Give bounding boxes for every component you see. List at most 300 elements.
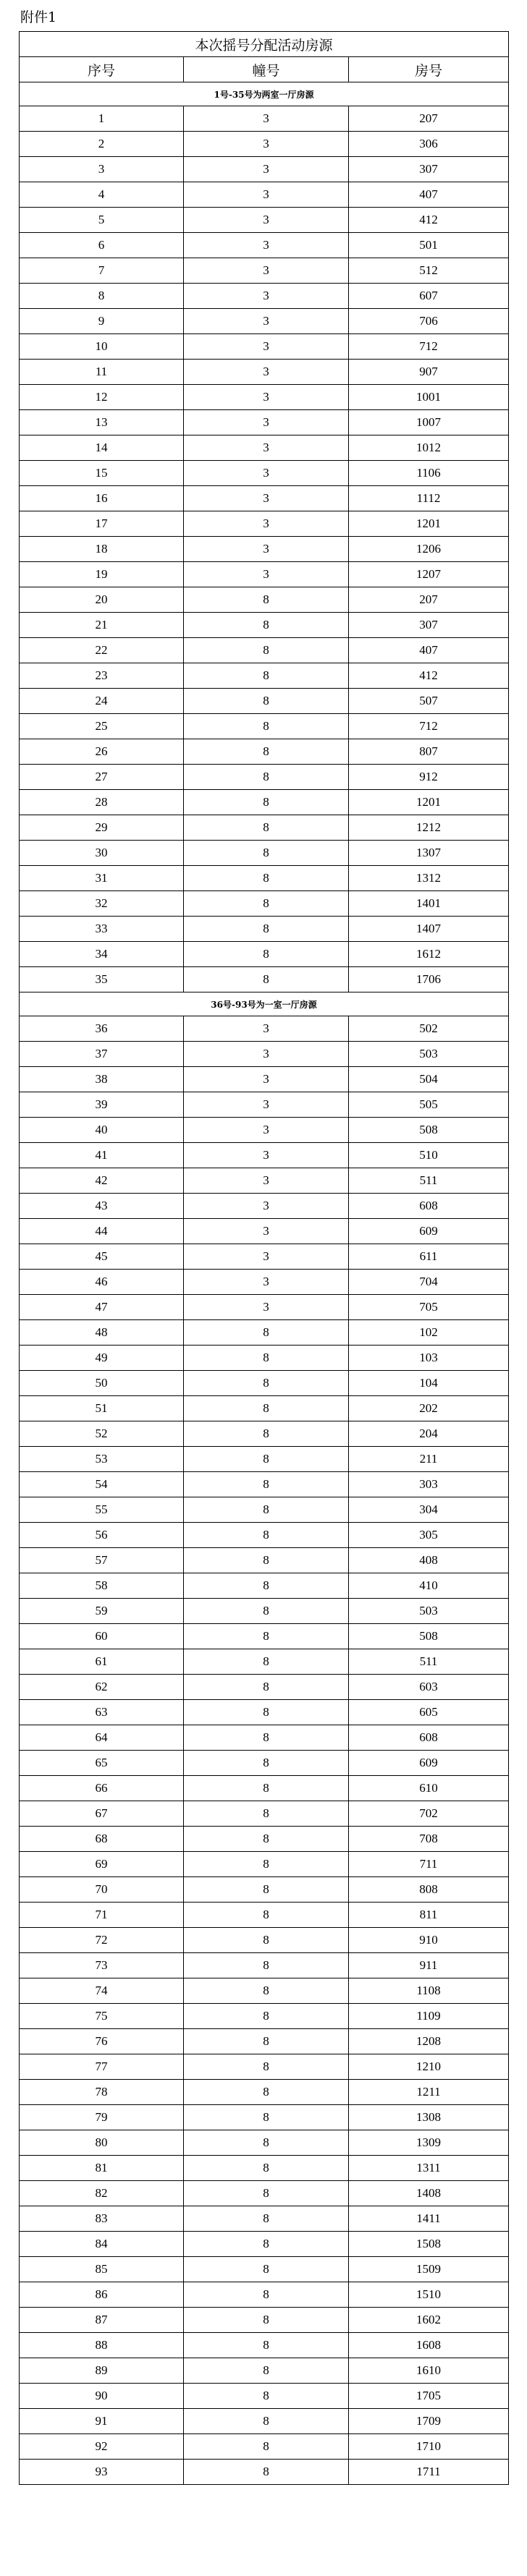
table-row — [20, 739, 509, 765]
serial-cell: 48 — [20, 1320, 184, 1346]
table-row — [20, 1928, 509, 1953]
building-cell: 8 — [184, 866, 349, 891]
serial-cell: 19 — [20, 562, 184, 587]
serial-cell: 59 — [20, 1599, 184, 1624]
serial-cell: 83 — [20, 2206, 184, 2232]
table-row — [20, 486, 509, 511]
serial-cell: 77 — [20, 2054, 184, 2080]
table-row — [20, 663, 509, 689]
room-cell: 1608 — [349, 2333, 509, 2358]
room-cell: 608 — [349, 1725, 509, 1751]
building-cell: 8 — [184, 765, 349, 790]
table-row — [20, 1751, 509, 1776]
table-header-row — [20, 57, 509, 82]
building-cell: 8 — [184, 2460, 349, 2485]
table-row — [20, 385, 509, 410]
building-cell: 8 — [184, 2156, 349, 2181]
serial-cell: 85 — [20, 2257, 184, 2282]
serial-cell: 30 — [20, 841, 184, 866]
room-cell: 410 — [349, 1573, 509, 1599]
building-cell: 3 — [184, 1295, 349, 1320]
serial-cell: 2 — [20, 132, 184, 157]
table-row — [20, 790, 509, 815]
serial-cell: 68 — [20, 1827, 184, 1852]
room-cell: 1201 — [349, 790, 509, 815]
serial-cell: 92 — [20, 2434, 184, 2460]
room-cell: 1612 — [349, 942, 509, 967]
building-cell: 3 — [184, 1219, 349, 1244]
table-row — [20, 1978, 509, 2004]
building-cell: 3 — [184, 360, 349, 385]
table-row — [20, 1523, 509, 1548]
table-row — [20, 1371, 509, 1396]
table-row — [20, 511, 509, 537]
building-cell: 8 — [184, 1497, 349, 1523]
table-row — [20, 1042, 509, 1067]
table-row — [20, 360, 509, 385]
table-row — [20, 2232, 509, 2257]
serial-cell: 84 — [20, 2232, 184, 2257]
table-row — [20, 1244, 509, 1270]
serial-cell: 79 — [20, 2105, 184, 2130]
room-cell: 503 — [349, 1042, 509, 1067]
serial-cell: 69 — [20, 1852, 184, 1877]
room-cell: 511 — [349, 1168, 509, 1194]
serial-cell: 44 — [20, 1219, 184, 1244]
building-cell: 3 — [184, 537, 349, 562]
room-cell: 708 — [349, 1827, 509, 1852]
building-cell: 8 — [184, 663, 349, 689]
room-cell: 712 — [349, 714, 509, 739]
serial-cell: 80 — [20, 2130, 184, 2156]
table-title-row — [20, 32, 509, 57]
room-cell: 407 — [349, 638, 509, 663]
serial-cell: 65 — [20, 1751, 184, 1776]
building-cell: 3 — [184, 309, 349, 334]
serial-cell: 33 — [20, 917, 184, 942]
table-row — [20, 689, 509, 714]
room-cell: 204 — [349, 1421, 509, 1447]
room-cell: 609 — [349, 1751, 509, 1776]
serial-cell: 35 — [20, 967, 184, 992]
serial-cell: 63 — [20, 1700, 184, 1725]
building-cell: 8 — [184, 2384, 349, 2409]
room-cell: 1610 — [349, 2358, 509, 2384]
table-row — [20, 2460, 509, 2485]
room-cell: 607 — [349, 284, 509, 309]
serial-cell: 25 — [20, 714, 184, 739]
table-row — [20, 1168, 509, 1194]
room-cell: 306 — [349, 132, 509, 157]
room-cell: 408 — [349, 1548, 509, 1573]
table-title: 本次摇号分配活动房源 — [20, 32, 509, 57]
building-cell: 8 — [184, 891, 349, 917]
table-row — [20, 410, 509, 435]
table-row — [20, 2384, 509, 2409]
room-cell: 1212 — [349, 815, 509, 841]
room-cell: 811 — [349, 1903, 509, 1928]
table-row — [20, 967, 509, 992]
room-cell: 508 — [349, 1624, 509, 1649]
room-cell: 1108 — [349, 1978, 509, 2004]
building-cell: 8 — [184, 2434, 349, 2460]
section-header-row — [20, 82, 509, 106]
building-cell: 8 — [184, 790, 349, 815]
room-cell: 202 — [349, 1396, 509, 1421]
serial-cell: 24 — [20, 689, 184, 714]
serial-cell: 53 — [20, 1447, 184, 1472]
room-cell: 907 — [349, 360, 509, 385]
table-body — [20, 32, 509, 2485]
serial-cell: 20 — [20, 587, 184, 613]
serial-cell: 54 — [20, 1472, 184, 1497]
building-cell: 8 — [184, 2004, 349, 2029]
building-cell: 3 — [184, 1168, 349, 1194]
building-cell: 8 — [184, 1978, 349, 2004]
table-row — [20, 132, 509, 157]
building-cell: 8 — [184, 739, 349, 765]
table-row — [20, 258, 509, 284]
building-cell: 3 — [184, 182, 349, 208]
building-cell: 8 — [184, 2257, 349, 2282]
room-cell: 502 — [349, 1016, 509, 1042]
building-cell: 8 — [184, 2333, 349, 2358]
table-row — [20, 1953, 509, 1978]
serial-cell: 46 — [20, 1270, 184, 1295]
table-row — [20, 1573, 509, 1599]
table-row — [20, 613, 509, 638]
serial-cell: 61 — [20, 1649, 184, 1675]
serial-cell: 66 — [20, 1776, 184, 1801]
attachment-label: 附件1 — [20, 9, 57, 25]
table-row — [20, 1649, 509, 1675]
table-row — [20, 638, 509, 663]
building-cell: 3 — [184, 1143, 349, 1168]
building-cell: 8 — [184, 1801, 349, 1827]
room-cell: 911 — [349, 1953, 509, 1978]
serial-cell: 52 — [20, 1421, 184, 1447]
building-cell: 8 — [184, 2206, 349, 2232]
serial-cell: 40 — [20, 1118, 184, 1143]
table-row — [20, 1421, 509, 1447]
building-cell: 3 — [184, 1016, 349, 1042]
serial-cell: 42 — [20, 1168, 184, 1194]
serial-cell: 38 — [20, 1067, 184, 1092]
table-row — [20, 917, 509, 942]
serial-cell: 1 — [20, 106, 184, 132]
building-cell: 8 — [184, 2105, 349, 2130]
room-cell: 702 — [349, 1801, 509, 1827]
building-cell: 8 — [184, 2409, 349, 2434]
table-row — [20, 2308, 509, 2333]
room-cell: 1508 — [349, 2232, 509, 2257]
building-cell: 3 — [184, 562, 349, 587]
serial-cell: 62 — [20, 1675, 184, 1700]
serial-cell: 21 — [20, 613, 184, 638]
building-cell: 8 — [184, 2308, 349, 2333]
table-row — [20, 714, 509, 739]
room-cell: 505 — [349, 1092, 509, 1118]
room-cell: 1012 — [349, 435, 509, 461]
building-cell: 8 — [184, 1599, 349, 1624]
table-row — [20, 1801, 509, 1827]
serial-cell: 60 — [20, 1624, 184, 1649]
serial-cell: 6 — [20, 233, 184, 258]
room-cell: 610 — [349, 1776, 509, 1801]
room-cell: 303 — [349, 1472, 509, 1497]
serial-cell: 58 — [20, 1573, 184, 1599]
table-row — [20, 1346, 509, 1371]
section-header-row — [20, 992, 509, 1016]
table-row — [20, 1624, 509, 1649]
serial-cell: 5 — [20, 208, 184, 233]
serial-cell: 8 — [20, 284, 184, 309]
table-row — [20, 334, 509, 360]
table-row — [20, 2105, 509, 2130]
serial-cell: 72 — [20, 1928, 184, 1953]
room-cell: 501 — [349, 233, 509, 258]
building-cell: 8 — [184, 1624, 349, 1649]
serial-cell: 89 — [20, 2358, 184, 2384]
table-row — [20, 1194, 509, 1219]
serial-cell: 3 — [20, 157, 184, 182]
table-row — [20, 942, 509, 967]
room-cell: 307 — [349, 157, 509, 182]
serial-cell: 78 — [20, 2080, 184, 2105]
serial-cell: 90 — [20, 2384, 184, 2409]
room-cell: 1711 — [349, 2460, 509, 2485]
table-row — [20, 1219, 509, 1244]
room-cell: 1709 — [349, 2409, 509, 2434]
serial-cell: 74 — [20, 1978, 184, 2004]
table-row — [20, 815, 509, 841]
building-cell: 8 — [184, 2358, 349, 2384]
building-cell: 3 — [184, 233, 349, 258]
serial-cell: 4 — [20, 182, 184, 208]
serial-cell: 81 — [20, 2156, 184, 2181]
building-cell: 8 — [184, 714, 349, 739]
serial-cell: 32 — [20, 891, 184, 917]
serial-cell: 88 — [20, 2333, 184, 2358]
room-cell: 407 — [349, 182, 509, 208]
table-row — [20, 1725, 509, 1751]
serial-cell: 51 — [20, 1396, 184, 1421]
room-cell: 608 — [349, 1194, 509, 1219]
serial-cell: 14 — [20, 435, 184, 461]
room-cell: 1211 — [349, 2080, 509, 2105]
building-cell: 8 — [184, 1447, 349, 1472]
room-cell: 808 — [349, 1877, 509, 1903]
room-cell: 1408 — [349, 2181, 509, 2206]
room-cell: 711 — [349, 1852, 509, 1877]
table-row — [20, 1877, 509, 1903]
serial-cell: 9 — [20, 309, 184, 334]
serial-cell: 10 — [20, 334, 184, 360]
building-cell: 8 — [184, 1396, 349, 1421]
table-row — [20, 1143, 509, 1168]
room-cell: 305 — [349, 1523, 509, 1548]
building-cell: 3 — [184, 1042, 349, 1067]
room-cell: 807 — [349, 739, 509, 765]
building-cell: 8 — [184, 1548, 349, 1573]
building-cell: 8 — [184, 2029, 349, 2054]
table-row — [20, 1320, 509, 1346]
building-cell: 8 — [184, 2054, 349, 2080]
serial-cell: 82 — [20, 2181, 184, 2206]
room-cell: 712 — [349, 334, 509, 360]
room-cell: 207 — [349, 106, 509, 132]
table-row — [20, 2206, 509, 2232]
section-label: 1号-35号为两室一厅房源 — [20, 82, 509, 106]
serial-cell: 70 — [20, 1877, 184, 1903]
room-cell: 508 — [349, 1118, 509, 1143]
building-cell: 8 — [184, 1903, 349, 1928]
room-cell: 1001 — [349, 385, 509, 410]
table-row — [20, 2282, 509, 2308]
room-cell: 511 — [349, 1649, 509, 1675]
table-row — [20, 1903, 509, 1928]
room-cell: 1401 — [349, 891, 509, 917]
building-cell: 3 — [184, 1244, 349, 1270]
building-cell: 8 — [184, 1472, 349, 1497]
room-cell: 1510 — [349, 2282, 509, 2308]
building-cell: 8 — [184, 1649, 349, 1675]
serial-cell: 71 — [20, 1903, 184, 1928]
building-cell: 8 — [184, 1928, 349, 1953]
room-cell: 912 — [349, 765, 509, 790]
building-cell: 3 — [184, 1194, 349, 1219]
room-cell: 704 — [349, 1270, 509, 1295]
building-cell: 8 — [184, 1675, 349, 1700]
serial-cell: 55 — [20, 1497, 184, 1523]
serial-cell: 16 — [20, 486, 184, 511]
building-cell: 8 — [184, 1320, 349, 1346]
column-header-serial: 序号 — [20, 57, 184, 82]
room-cell: 1710 — [349, 2434, 509, 2460]
serial-cell: 64 — [20, 1725, 184, 1751]
building-cell: 3 — [184, 284, 349, 309]
table-row — [20, 461, 509, 486]
room-cell: 1207 — [349, 562, 509, 587]
serial-cell: 93 — [20, 2460, 184, 2485]
building-cell: 3 — [184, 208, 349, 233]
building-cell: 8 — [184, 1371, 349, 1396]
serial-cell: 34 — [20, 942, 184, 967]
table-row — [20, 2156, 509, 2181]
table-row — [20, 2130, 509, 2156]
room-cell: 605 — [349, 1700, 509, 1725]
serial-cell: 11 — [20, 360, 184, 385]
room-cell: 1411 — [349, 2206, 509, 2232]
building-cell: 3 — [184, 385, 349, 410]
serial-cell: 67 — [20, 1801, 184, 1827]
table-row — [20, 562, 509, 587]
serial-cell: 47 — [20, 1295, 184, 1320]
building-cell: 3 — [184, 106, 349, 132]
building-cell: 3 — [184, 1270, 349, 1295]
building-cell: 3 — [184, 258, 349, 284]
room-cell: 603 — [349, 1675, 509, 1700]
table-row — [20, 2080, 509, 2105]
room-cell: 1312 — [349, 866, 509, 891]
building-cell: 8 — [184, 1700, 349, 1725]
serial-cell: 45 — [20, 1244, 184, 1270]
room-cell: 211 — [349, 1447, 509, 1472]
serial-cell: 17 — [20, 511, 184, 537]
building-cell: 8 — [184, 613, 349, 638]
room-cell: 1311 — [349, 2156, 509, 2181]
building-cell: 3 — [184, 157, 349, 182]
serial-cell: 12 — [20, 385, 184, 410]
room-cell: 510 — [349, 1143, 509, 1168]
building-cell: 3 — [184, 511, 349, 537]
serial-cell: 41 — [20, 1143, 184, 1168]
housing-table — [19, 31, 509, 2485]
table-row — [20, 284, 509, 309]
building-cell: 8 — [184, 689, 349, 714]
table-row — [20, 587, 509, 613]
serial-cell: 75 — [20, 2004, 184, 2029]
serial-cell: 76 — [20, 2029, 184, 2054]
table-row — [20, 106, 509, 132]
table-row — [20, 891, 509, 917]
serial-cell: 15 — [20, 461, 184, 486]
room-cell: 1602 — [349, 2308, 509, 2333]
table-row — [20, 2004, 509, 2029]
table-row — [20, 1827, 509, 1852]
serial-cell: 31 — [20, 866, 184, 891]
table-row — [20, 1118, 509, 1143]
table-row — [20, 2029, 509, 2054]
table-row — [20, 2409, 509, 2434]
room-cell: 104 — [349, 1371, 509, 1396]
building-cell: 3 — [184, 410, 349, 435]
serial-cell: 91 — [20, 2409, 184, 2434]
building-cell: 8 — [184, 2080, 349, 2105]
building-cell: 3 — [184, 132, 349, 157]
room-cell: 304 — [349, 1497, 509, 1523]
table-row — [20, 208, 509, 233]
building-cell: 3 — [184, 435, 349, 461]
table-row — [20, 233, 509, 258]
table-row — [20, 1472, 509, 1497]
room-cell: 1307 — [349, 841, 509, 866]
building-cell: 8 — [184, 2282, 349, 2308]
building-cell: 8 — [184, 1827, 349, 1852]
building-cell: 8 — [184, 1725, 349, 1751]
building-cell: 8 — [184, 1346, 349, 1371]
room-cell: 412 — [349, 663, 509, 689]
serial-cell: 27 — [20, 765, 184, 790]
room-cell: 910 — [349, 1928, 509, 1953]
serial-cell: 49 — [20, 1346, 184, 1371]
serial-cell: 29 — [20, 815, 184, 841]
table-row — [20, 1067, 509, 1092]
room-cell: 1208 — [349, 2029, 509, 2054]
table-row — [20, 182, 509, 208]
table-row — [20, 1447, 509, 1472]
table-row — [20, 537, 509, 562]
building-cell: 3 — [184, 1118, 349, 1143]
room-cell: 1309 — [349, 2130, 509, 2156]
table-row — [20, 2358, 509, 2384]
serial-cell: 18 — [20, 537, 184, 562]
building-cell: 8 — [184, 841, 349, 866]
table-row — [20, 866, 509, 891]
building-cell: 8 — [184, 1421, 349, 1447]
building-cell: 3 — [184, 1067, 349, 1092]
room-cell: 103 — [349, 1346, 509, 1371]
